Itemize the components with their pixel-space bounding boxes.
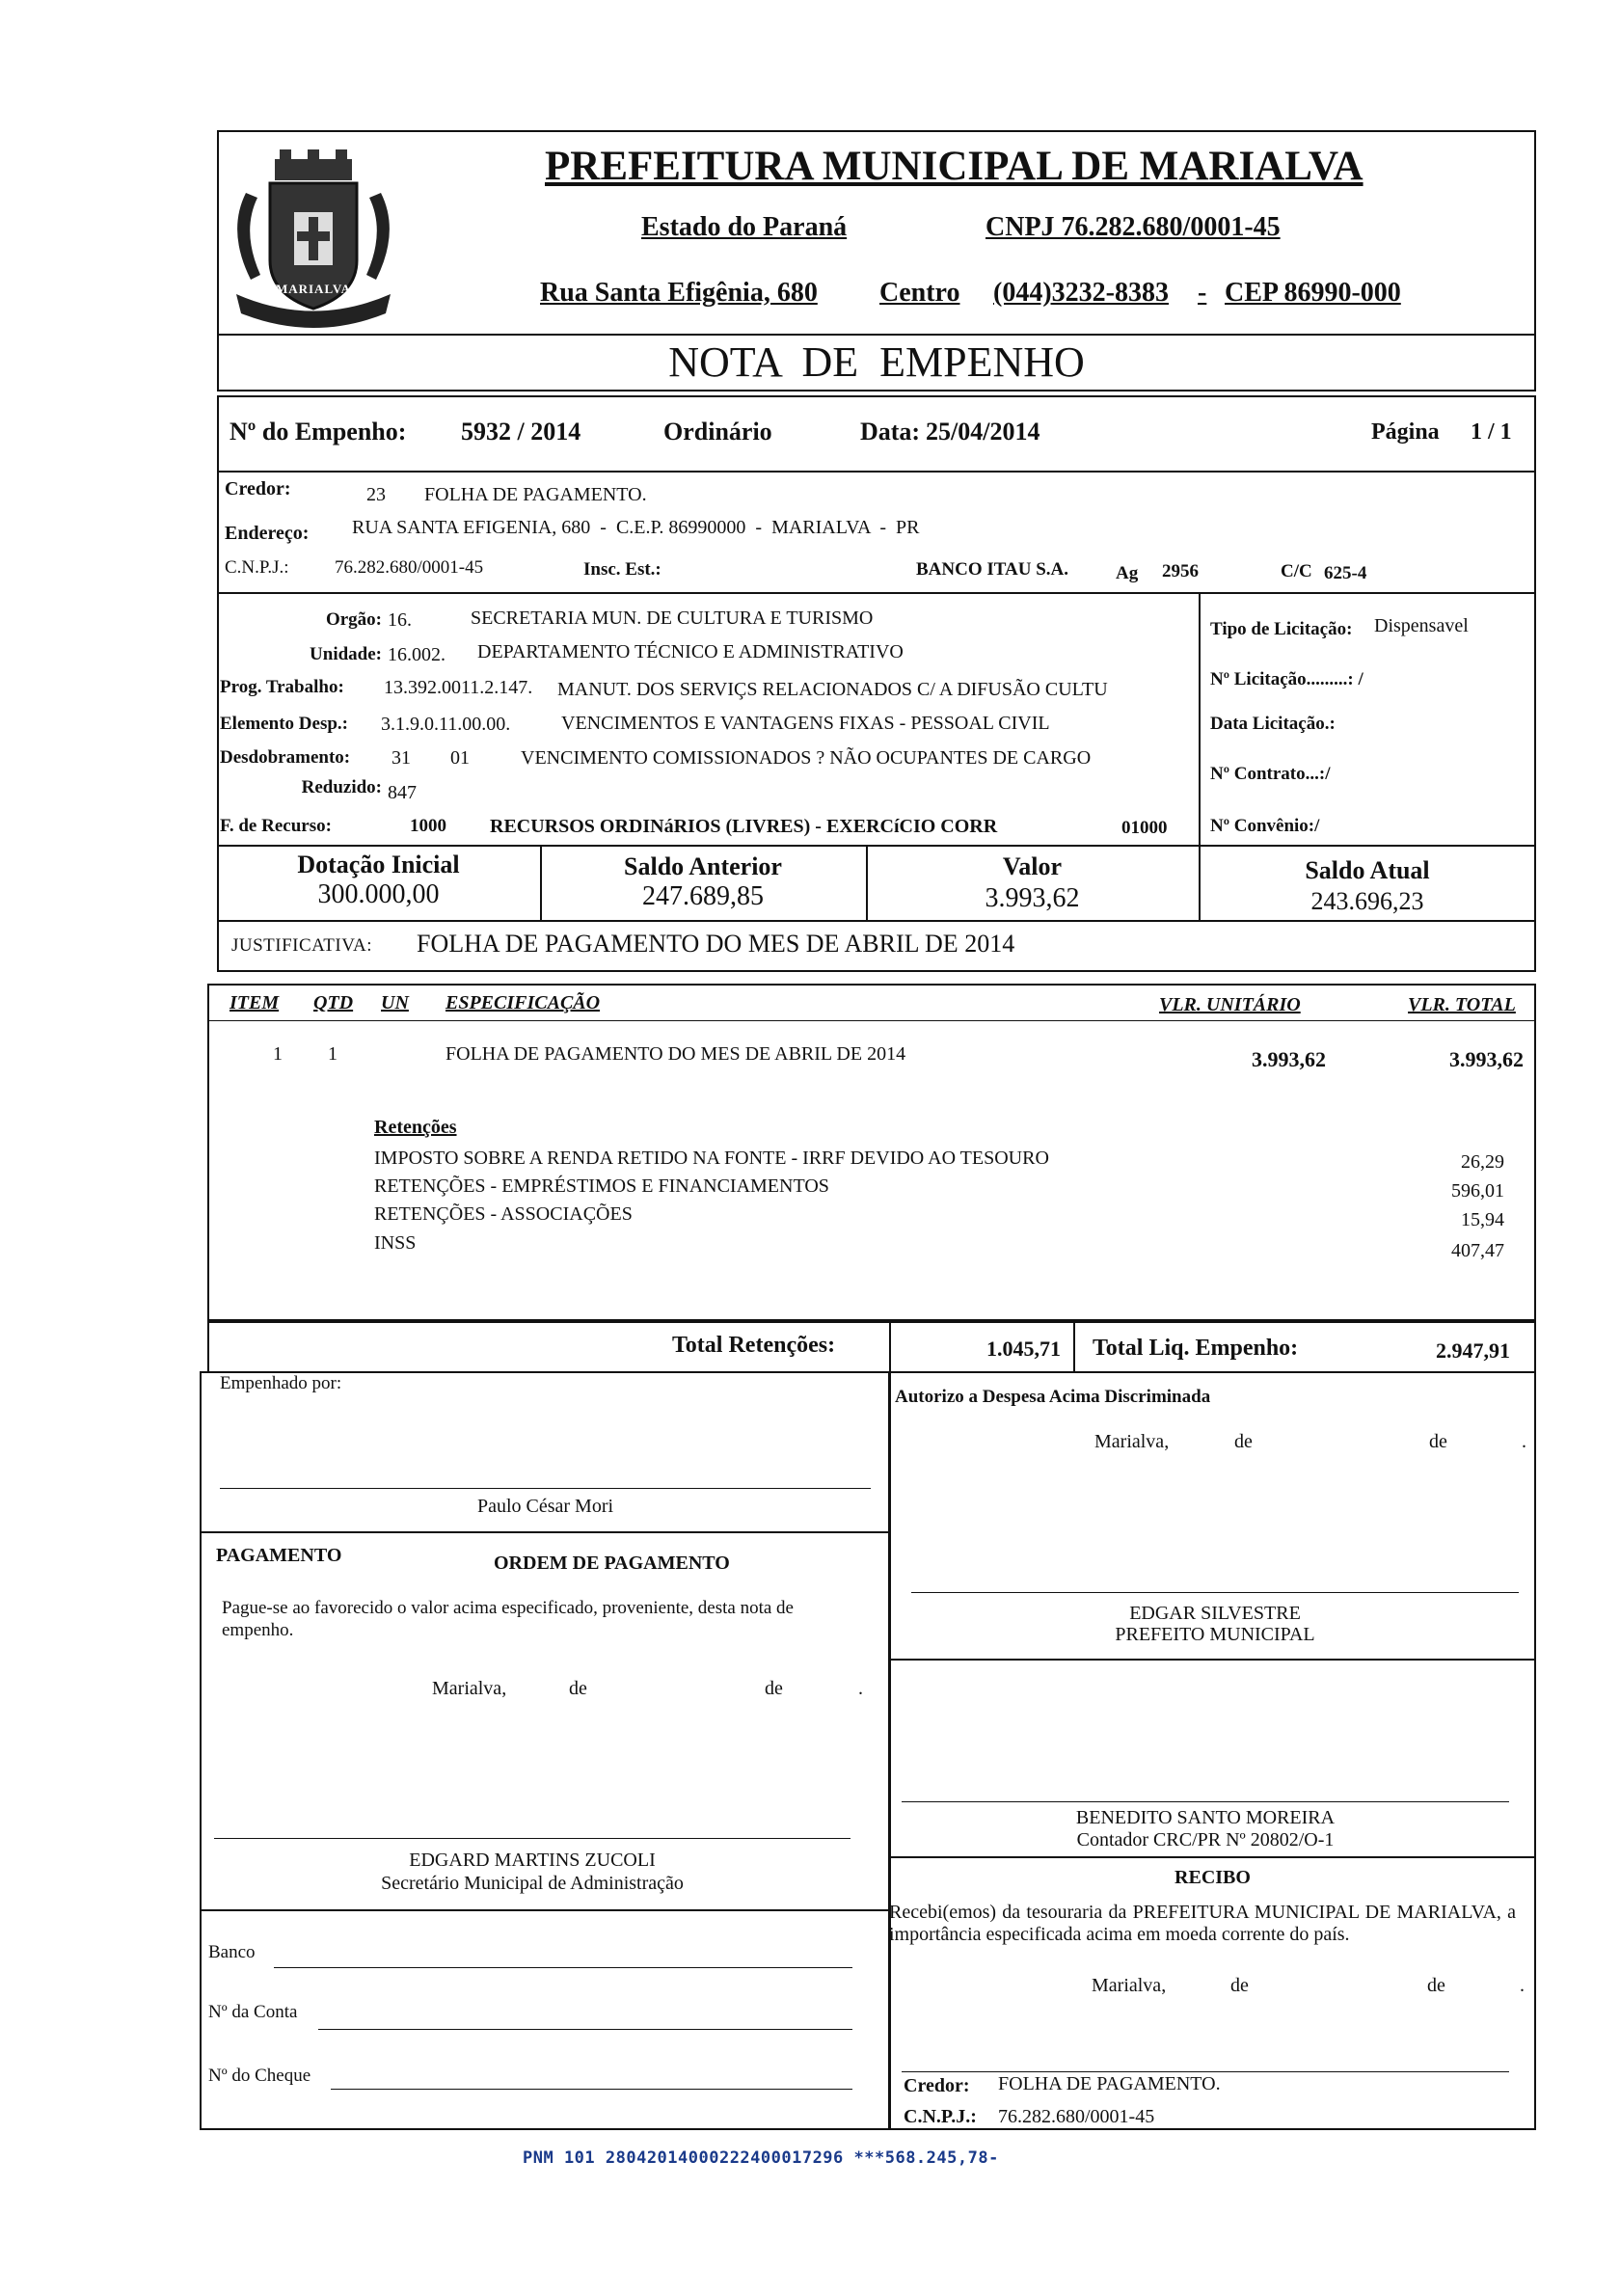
recibo-credor-label: Credor: (904, 2075, 970, 2096)
valor-value: 3.993,62 (985, 883, 1080, 913)
page-number: 1 / 1 (1471, 419, 1512, 445)
recibo-title: RECIBO (1174, 1867, 1251, 1888)
credor-label: Credor: (225, 478, 291, 500)
banco-line (274, 1967, 852, 1968)
elemento-name: VENCIMENTOS E VANTAGENS FIXAS - PESSOAL CIVIL (561, 713, 1050, 734)
desdob-label: Desdobramento: (220, 747, 351, 768)
cheque-line (331, 2089, 852, 2090)
col-vlr-unit: VLR. UNITÁRIO (1159, 994, 1301, 1015)
total-liq-label: Total Liq. Empenho: (1093, 1336, 1299, 1361)
coat-of-arms-icon (217, 135, 410, 328)
credor-address: RUA SANTA EFIGENIA, 680 - C.E.P. 86990000 - MARIALVA - PR (352, 517, 920, 538)
banco-label: Banco (208, 1942, 256, 1962)
agency-label: Ag (1116, 563, 1139, 583)
bank-name: BANCO ITAU S.A. (916, 559, 1069, 580)
recibo-cnpj-label: C.N.P.J.: (904, 2106, 977, 2127)
licitacao-type-label: Tipo de Licitação: (1210, 619, 1353, 639)
footer-print-code: PNM 101 28042014000222400017296 ***568.245,78- (523, 2148, 999, 2168)
budget-divider (1199, 592, 1201, 847)
empenho-type: Ordinário (663, 418, 772, 446)
recibo-de2: de (1427, 1975, 1445, 1996)
unidade-name: DEPARTAMENTO TÉCNICO E ADMINISTRATIVO (477, 641, 904, 662)
items-header-rule (207, 1020, 1536, 1021)
orgao-code: 16. (388, 609, 412, 631)
pagamento-de2: de (765, 1678, 783, 1699)
empenho-date-label: Data: (860, 418, 921, 446)
recibo-de1: de (1230, 1975, 1249, 1996)
retencao-desc: INSS (374, 1232, 417, 1254)
retencao-desc: RETENÇÕES - EMPRÉSTIMOS E FINANCIAMENTOS (374, 1175, 829, 1197)
pagamento-place: Marialva, (432, 1678, 507, 1699)
total-retencoes-value: 1.045,71 (986, 1337, 1061, 1361)
pagamento-text: Pague-se ao favorecido o valor acima especificado, proveniente, desta nota de empenho. (222, 1598, 794, 1640)
credor-code: 23 (366, 484, 386, 505)
conta-label: Nº da Conta (208, 2002, 298, 2022)
recibo-cnpj: 76.282.680/0001-45 (998, 2106, 1155, 2127)
account-label: C/C (1281, 561, 1312, 581)
doc-title: NOTA DE EMPENHO (668, 338, 1085, 386)
lower-right-box (889, 1371, 1536, 2130)
retencao-value: 26,29 (1461, 1151, 1504, 1173)
contador-bottom-rule (889, 1856, 1536, 1858)
totals-divider-1 (889, 1321, 891, 1373)
contract-number: Nº Contrato...:/ (1210, 764, 1331, 784)
account-number: 625-4 (1324, 563, 1367, 583)
recibo-credor-name: FOLHA DE PAGAMENTO. (998, 2073, 1221, 2094)
elemento-label: Elemento Desp.: (220, 714, 348, 734)
page-label: Página (1371, 419, 1440, 445)
empenhado-label: Empenhado por: (220, 1373, 342, 1393)
autorizo-de1: de (1234, 1431, 1253, 1452)
item-number: 1 (273, 1043, 283, 1065)
contador-role: Contador CRC/PR Nº 20802/O-1 (1076, 1829, 1335, 1850)
totals-box (207, 1321, 1536, 1373)
contador-signature-line (902, 1801, 1509, 1802)
autorizo-de2: de (1429, 1431, 1447, 1452)
prog-label: Prog. Trabalho: (220, 677, 344, 697)
item-unit-value: 3.993,62 (1252, 1047, 1326, 1071)
item-qtd: 1 (328, 1043, 338, 1065)
convenio-number: Nº Convênio:/ (1210, 816, 1320, 836)
saldo-anterior-value: 247.689,85 (642, 881, 764, 911)
empenhado-bottom-rule (200, 1531, 890, 1533)
elemento-code: 3.1.9.0.11.00.00. (381, 714, 511, 735)
justificativa-text: FOLHA DE PAGAMENTO DO MES DE ABRIL DE 2014 (417, 930, 1015, 958)
header-state: Estado do Paraná (641, 212, 848, 242)
dotacao-value: 300.000,00 (317, 879, 440, 909)
pagamento-title: PAGAMENTO (216, 1545, 342, 1566)
orgao-label: Orgão: (325, 609, 382, 630)
valor-label: Valor (1002, 852, 1063, 880)
col-vlr-total: VLR. TOTAL (1408, 994, 1516, 1015)
col-item: ITEM (230, 992, 280, 1013)
dotacao-label: Dotação Inicial (297, 851, 460, 878)
retencao-desc: RETENÇÕES - ASSOCIAÇÕES (374, 1203, 633, 1225)
autorizo-signer-role: PREFEITO MUNICIPAL (1115, 1624, 1315, 1645)
header-address: Rua Santa Efigênia, 680 (540, 278, 818, 308)
pagamento-dot: . (858, 1678, 863, 1699)
header-cnpj: CNPJ 76.282.680/0001-45 (986, 212, 1281, 242)
licitacao-number: Nº Licitação.........: / (1210, 669, 1364, 689)
prog-name: MANUT. DOS SERVIÇS RELACIONADOS C/ A DIFUSÃO CULTU (557, 679, 1108, 700)
pagamento-signer-role: Secretário Municipal de Administração (381, 1873, 684, 1894)
desdob-code1: 31 (392, 747, 411, 769)
col-un: UN (381, 992, 409, 1013)
total-liq-value: 2.947,91 (1436, 1338, 1510, 1363)
autorizo-place: Marialva, (1094, 1431, 1170, 1452)
recibo-place: Marialva, (1092, 1975, 1167, 1996)
header-dash: - (1198, 278, 1207, 308)
pagamento-signature-line (214, 1838, 850, 1839)
credor-name: FOLHA DE PAGAMENTO. (424, 484, 647, 505)
item-total-value: 3.993,62 (1449, 1047, 1524, 1071)
crest-banner-text: MARIALVA (275, 282, 352, 296)
pagamento-de1: de (569, 1678, 587, 1699)
cnpj-label: C.N.P.J.: (225, 557, 289, 578)
saldo-atual-label: Saldo Atual (1305, 856, 1430, 884)
total-retencoes-label: Total Retenções: (672, 1333, 836, 1358)
licitacao-date: Data Licitação.: (1210, 714, 1336, 734)
saldo-atual-value: 243.696,23 (1310, 887, 1424, 915)
empenho-label: Nº do Empenho: (230, 418, 407, 446)
header-cep: CEP 86990-000 (1225, 278, 1401, 308)
retencao-value: 596,01 (1451, 1180, 1504, 1202)
unidade-label: Unidade: (310, 644, 382, 664)
autorizo-title: Autorizo a Despesa Acima Discriminada (895, 1387, 1211, 1407)
recurso-name: RECURSOS ORDINáRIOS (LIVRES) - EXERCíCIO CORR (490, 816, 998, 837)
recurso-label: F. de Recurso: (220, 816, 332, 836)
empenho-number: 5932 / 2014 (461, 418, 581, 446)
autorizo-signature-line (911, 1592, 1519, 1593)
empenhado-signature-line (220, 1488, 871, 1489)
recibo-text: Recebi(emos) da tesouraria da PREFEITURA MUNICIPAL DE MARIALVA, a importância especificada acima em moeda corrente do país. (889, 1902, 1516, 1945)
retencao-value: 407,47 (1451, 1240, 1504, 1261)
retencao-value: 15,94 (1461, 1209, 1504, 1230)
retencao-desc: IMPOSTO SOBRE A RENDA RETIDO NA FONTE - IRRF DEVIDO AO TESOURO (374, 1148, 1049, 1169)
insc-label: Insc. Est.: (583, 559, 662, 580)
address-label: Endereço: (225, 523, 310, 544)
totals-divider-2 (1073, 1321, 1075, 1373)
justificativa-label: JUSTIFICATIVA: (231, 935, 373, 956)
header-phone: (044)3232-8383 (993, 278, 1169, 308)
col-qtd: QTD (313, 992, 354, 1013)
orgao-name: SECRETARIA MUN. DE CULTURA E TURISMO (471, 608, 874, 629)
conta-line (318, 2029, 852, 2030)
desdob-code2: 01 (450, 747, 470, 769)
item-desc: FOLHA DE PAGAMENTO DO MES DE ABRIL DE 2014 (446, 1043, 906, 1065)
ordem-pagamento-title: ORDEM DE PAGAMENTO (494, 1553, 730, 1574)
agency-number: 2956 (1162, 561, 1199, 581)
col-espec: ESPECIFICAÇÃO (446, 992, 601, 1013)
recurso-code: 1000 (410, 816, 446, 836)
recibo-signature-line (902, 2071, 1509, 2072)
licitacao-type: Dispensavel (1374, 615, 1469, 636)
credor-cnpj: 76.282.680/0001-45 (335, 557, 484, 578)
lower-left-box (200, 1371, 890, 2130)
unidade-code: 16.002. (388, 644, 446, 665)
cheque-label: Nº do Cheque (208, 2066, 311, 2086)
desdob-name: VENCIMENTO COMISSIONADOS ? NÃO OCUPANTES DE CARGO (521, 747, 1092, 769)
reduzido-label: Reduzido: (301, 777, 382, 797)
retencoes-title: Retenções (374, 1117, 457, 1138)
autorizo-bottom-rule (889, 1659, 1536, 1661)
pagamento-signer-name: EDGARD MARTINS ZUCOLI (409, 1850, 656, 1871)
recurso-code2: 01000 (1121, 818, 1168, 838)
empenho-date: 25/04/2014 (926, 418, 1040, 446)
page-title: PREFEITURA MUNICIPAL DE MARIALVA (545, 144, 1364, 189)
reduzido-value: 847 (388, 782, 417, 803)
empenhado-name: Paulo César Mori (476, 1496, 614, 1517)
saldo-anterior-label: Saldo Anterior (624, 852, 782, 880)
autorizo-signer-name: EDGAR SILVESTRE (1129, 1603, 1301, 1624)
pagamento-bottom-rule (200, 1909, 890, 1911)
recibo-dot: . (1520, 1975, 1525, 1996)
contador-name: BENEDITO SANTO MOREIRA (1075, 1807, 1336, 1828)
prog-code: 13.392.0011.2.147. (384, 677, 533, 698)
autorizo-dot: . (1522, 1431, 1526, 1452)
header-district: Centro (879, 278, 960, 308)
